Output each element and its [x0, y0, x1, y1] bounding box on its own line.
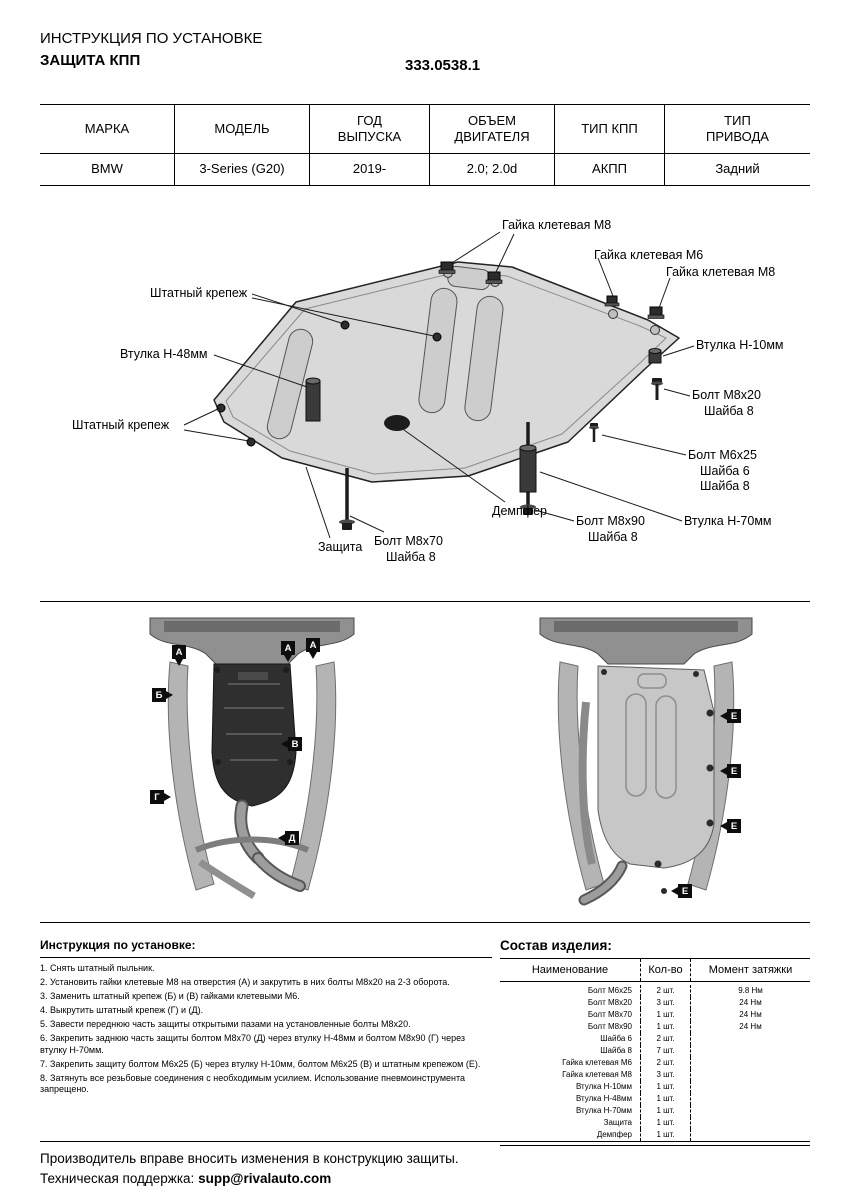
part-torque [690, 1105, 810, 1117]
support-label: Техническая поддержка: [40, 1171, 195, 1186]
part-qty: 1 шт. [640, 1129, 690, 1141]
spec-value-cell: BMW [40, 154, 175, 185]
part-torque [690, 1045, 810, 1057]
callout-line: Болт М8х20 [692, 388, 761, 402]
part-name: Болт М8х90 [587, 1022, 632, 1032]
part-qty: 1 шт. [640, 1105, 690, 1117]
marker-e-2: Е [727, 764, 741, 778]
part-name: Втулка Н-70мм [575, 1106, 632, 1116]
spec-column-header: МОДЕЛЬ [175, 105, 310, 153]
marker-d: Д [285, 831, 299, 845]
spec-column-header: ТИП ПРИВОДА [706, 112, 769, 144]
damper-part [384, 415, 410, 431]
spec-value-cell: 2.0; 2.0d [430, 154, 555, 185]
part-qty: 1 шт. [640, 1081, 690, 1093]
marker-e-1: Е [727, 709, 741, 723]
spec-column-header: ГОД ВЫПУСКА [310, 105, 430, 153]
part-name: Болт М8х70 [587, 1010, 632, 1020]
support-email: supp@rivalauto.com [198, 1171, 332, 1186]
instruction-step: 8. Затянуть все резьбовые соединения с необходимым усилием. Использование пневмоинструмента запрещено. [40, 1072, 466, 1095]
marker-g: Г [150, 790, 164, 804]
part-torque [690, 1081, 810, 1093]
part-torque [690, 1057, 810, 1069]
callout-bolt-m6x25 [688, 448, 757, 495]
part-name: Шайба 6 [600, 1034, 632, 1044]
parts-row [500, 1045, 810, 1057]
parts-row [500, 1021, 810, 1033]
parts-column-torque: Момент затяжки [690, 959, 810, 981]
part-name: Болт М8х20 [587, 998, 632, 1008]
callout-stock-fastener-bottom: Штатный крепеж [72, 418, 170, 432]
callout-line: Шайба 8 [700, 479, 750, 494]
part-qty: 3 шт. [640, 997, 690, 1009]
disclaimer-text: Производитель вправе вносить изменения в конструкцию защиты. [40, 1151, 459, 1166]
part-name: Гайка клетевая М6 [562, 1058, 632, 1068]
callout-shield: Защита [318, 540, 363, 554]
vehicle-spec-table [40, 104, 810, 186]
photo-underbody-before [138, 612, 366, 907]
divider [40, 922, 810, 923]
part-torque [690, 1117, 810, 1129]
photo-underbody-after [526, 612, 766, 907]
callout-bushing-h10: Втулка Н-10мм [696, 338, 784, 352]
part-torque [690, 1069, 810, 1081]
spec-column-header: МАРКА [40, 105, 175, 153]
parts-row [500, 1069, 810, 1081]
instruction-step: 5. Завести переднюю часть защиты открытыми пазами на установленные болты М8х20. [40, 1019, 411, 1030]
part-name: Втулка Н-10мм [575, 1082, 632, 1092]
marker-a-2: А [281, 641, 295, 655]
document-header [40, 30, 262, 69]
part-name: Шайба 8 [600, 1046, 632, 1056]
part-torque: 24 Нм [690, 997, 810, 1009]
bushing-h48-part [306, 378, 320, 421]
part-qty: 1 шт. [640, 1009, 690, 1021]
spec-column-header: ТИП КПП [555, 105, 665, 153]
parts-row [500, 1057, 810, 1069]
divider [40, 601, 810, 602]
marker-b: Б [152, 688, 166, 702]
spec-value-cell: АКПП [555, 154, 665, 185]
part-torque [690, 1129, 810, 1141]
parts-rows [500, 982, 810, 1146]
doc-subtitle: ИНСТРУКЦИЯ ПО УСТАНОВКЕ [40, 30, 263, 47]
parts-row [500, 1009, 810, 1021]
part-number: 333.0538.1 [405, 57, 481, 74]
callout-bushing-h48: Втулка Н-48мм [120, 347, 208, 361]
shield-plate [214, 262, 679, 482]
part-qty: 3 шт. [640, 1069, 690, 1081]
part-name: Гайка клетевая М8 [562, 1070, 632, 1080]
callout-bolt-m8x70 [374, 534, 443, 565]
bushing-h10-part [649, 349, 661, 364]
parts-row [500, 1105, 810, 1117]
spec-header-row [40, 105, 810, 154]
callout-cage-nut-m8-top: Гайка клетевая М8 [502, 218, 612, 232]
parts-heading: Состав изделия: [500, 938, 810, 959]
callout-line: Шайба 8 [588, 529, 638, 544]
part-qty: 2 шт. [640, 1057, 690, 1069]
callout-stock-fastener-top: Штатный крепеж [150, 286, 248, 300]
part-name: Болт М6х25 [587, 986, 632, 996]
doc-title: ЗАЩИТА КПП [40, 52, 141, 69]
callout-cage-nut-m8-right: Гайка клетевая М8 [666, 265, 776, 279]
callout-bushing-h70: Втулка Н-70мм [684, 514, 772, 528]
spec-value-cell: Задний [715, 161, 760, 177]
parts-row [500, 985, 810, 997]
parts-row [500, 1033, 810, 1045]
instruction-step: 7. Закрепить защиту болтом М6х25 (Б) через втулку Н-10мм, болтом М6х25 (В) и штатным крепежом (Е). [40, 1058, 481, 1069]
bolt-m8x20-part [651, 378, 663, 400]
callout-line: Болт М8х90 [576, 514, 645, 528]
support-line [40, 1171, 810, 1186]
installation-instructions [40, 938, 492, 1098]
marker-a-1: А [172, 645, 186, 659]
part-qty: 1 шт. [640, 1093, 690, 1105]
marker-v: В [288, 737, 302, 751]
gearbox-area [212, 664, 296, 806]
marker-e-3: Е [727, 819, 741, 833]
parts-row [500, 1129, 810, 1141]
parts-column-qty: Кол-во [640, 959, 690, 981]
part-torque: 24 Нм [690, 1009, 810, 1021]
part-torque [690, 1033, 810, 1045]
parts-row [500, 1081, 810, 1093]
callout-damper: Демпфер [492, 504, 547, 518]
part-name: Втулка Н-48мм [575, 1094, 632, 1104]
part-name: Защита [603, 1118, 632, 1128]
exploded-diagram [0, 210, 849, 602]
parts-row [500, 1117, 810, 1129]
marker-e-4: Е [678, 884, 692, 898]
parts-header-row [500, 959, 810, 982]
callout-line: Шайба 6 [700, 463, 750, 478]
part-qty: 7 шт. [640, 1045, 690, 1057]
part-qty: 1 шт. [640, 1117, 690, 1129]
part-qty: 2 шт. [640, 985, 690, 997]
parts-list [500, 938, 810, 1146]
document-footer [40, 1141, 810, 1186]
instruction-steps [40, 957, 492, 1096]
cage-nut-m8-icon [486, 272, 502, 284]
instructions-heading: Инструкция по установке: [40, 938, 196, 952]
marker-a-3: А [306, 638, 320, 652]
callout-line: Болт М8х70 [374, 534, 443, 548]
parts-row [500, 997, 810, 1009]
instruction-step: 1. Снять штатный пыльник. [40, 963, 155, 973]
callout-bolt-m8x90 [576, 514, 645, 545]
parts-column-name: Наименование [531, 964, 609, 976]
parts-row [500, 1093, 810, 1105]
spec-column-header: ОБЪЕМ ДВИГАТЕЛЯ [430, 105, 555, 153]
instruction-step: 2. Установить гайки клетевые М8 на отверстия (А) и закрутить в них болты М8х20 на 2-3 оборота. [40, 977, 450, 988]
part-torque [690, 1093, 810, 1105]
front-crossmember [540, 618, 752, 664]
part-qty: 1 шт. [640, 1021, 690, 1033]
spec-value-cell: 3-Series (G20) [175, 154, 310, 185]
bushing-h70-part [520, 448, 536, 492]
callout-line: Шайба 8 [704, 403, 754, 418]
cage-nut-m8-icon [648, 307, 664, 319]
spec-value-cell: 2019- [310, 154, 430, 185]
instruction-step: 3. Заменить штатный крепеж (Б) и (В) гайками клетевыми М6. [40, 991, 300, 1002]
cage-nut-m8-icon [439, 262, 455, 274]
callout-line: Болт М6х25 [688, 448, 757, 462]
callout-line: Шайба 8 [386, 549, 436, 564]
instruction-step: 4. Выкрутить штатный крепеж (Г) и (Д). [40, 1005, 204, 1016]
part-name: Демпфер [596, 1130, 632, 1140]
spec-value-row [40, 154, 810, 185]
callout-bolt-m8x20 [692, 388, 761, 419]
part-torque: 24 Нм [690, 1021, 810, 1033]
part-qty: 2 шт. [640, 1033, 690, 1045]
cage-nut-m6-icon [605, 296, 619, 306]
underbody-photo-after-svg [526, 612, 766, 907]
bolt-m6x25-part [589, 423, 599, 442]
part-torque: 9.8 Нм [690, 985, 810, 997]
instruction-step: 6. Закрепить заднюю часть защиты болтом М8х70 (Д) через втулку Н-48мм и болтом М8х90 (Г) через втулку Н-70мм. [40, 1033, 466, 1055]
callout-cage-nut-m6: Гайка клетевая М6 [594, 248, 704, 262]
